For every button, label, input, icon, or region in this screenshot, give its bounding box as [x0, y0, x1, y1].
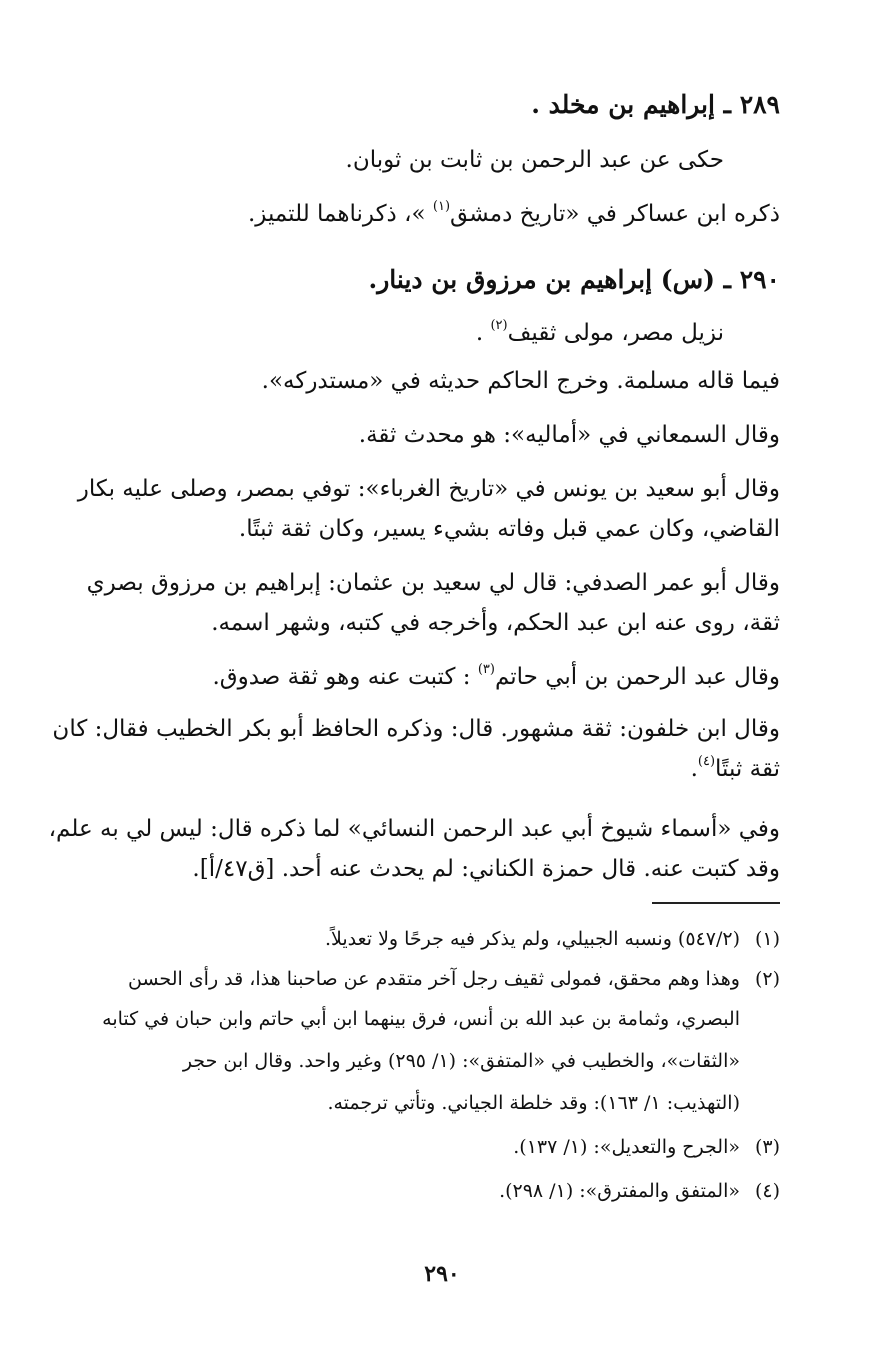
paragraph-ibn-khalfun-line-2	[100, 752, 780, 786]
footnote-ref-2[interactable]: (٢)	[490, 318, 508, 333]
footnote-2-line-1	[100, 964, 780, 994]
paragraph-nasai-line-1: وفي «أسماء شيوخ أبي عبد الرحمن النسائي» لما ذكره قال: ليس لي به علم،	[48, 816, 780, 842]
entry-289-line-1: حكى عن عبد الرحمن بن ثابت بن ثوبان.	[345, 147, 724, 173]
footnote-number: (٣)	[754, 1136, 780, 1158]
footnote-ref-3[interactable]: (٣)	[477, 662, 495, 677]
footnote-1	[100, 924, 780, 954]
paragraph-ibn-yunus-line-1: وقال أبو سعيد بن يونس في «تاريخ الغرباء»: توفي بمصر، وصلى عليه بكار	[77, 476, 780, 502]
paragraph-ibn-yunus-line-2: القاضي، وكان عمي قبل وفاته بشيء يسير، وكان ثقة ثبتًا.	[238, 516, 780, 542]
footnote-4	[100, 1176, 780, 1206]
text-segment: : كتبت عنه وهو ثقة صدوق.	[212, 664, 478, 690]
text-segment: نزيل مصر، مولى ثقيف	[507, 320, 724, 346]
entry-290-line-3: وقال السمعاني في «أماليه»: هو محدث ثقة.	[358, 422, 780, 448]
footnote-text: وهذا وهم محقق، فمولى ثقيف رجل آخر متقدم عن صاحبنا هذا، قد رأى الحسن	[128, 968, 740, 990]
footnote-text: «المتفق والمفترق»: (١/ ٢٩٨).	[499, 1180, 740, 1202]
footnote-ref-4[interactable]: (٤)	[697, 754, 716, 769]
entry-290-line-2: فيما قاله مسلمة. وخرج الحاكم حديثه في «مستدركه».	[261, 368, 780, 394]
footnote-text: «الجرح والتعديل»: (١/ ١٣٧).	[513, 1136, 740, 1158]
footnote-number: (٤)	[754, 1180, 780, 1202]
footnote-text: (٥٤٧/٢) ونسبه الجبيلي، ولم يذكر فيه جرحًا ولا تعديلاً.	[324, 928, 740, 950]
footnote-text: «الثقات»، والخطيب في «المتفق»: (١/ ٢٩٥) وغير واحد. وقال ابن حجر	[182, 1050, 740, 1072]
page-number: ٢٩٠	[424, 1261, 460, 1287]
footnote-ref-1[interactable]: (١)	[432, 199, 451, 214]
footnote-number: (٢)	[754, 968, 780, 990]
text-segment: ذكره ابن عساكر في «تاريخ دمشق	[450, 201, 780, 227]
text-segment: .	[690, 756, 698, 782]
paragraph-sadafi-line-1: وقال أبو عمر الصدفي: قال لي سعيد بن عثمان: إبراهيم بن مرزوق بصري	[86, 570, 780, 596]
text-segment: .	[475, 320, 491, 346]
entry-289-line-2	[100, 197, 780, 231]
paragraph-sadafi-line-2: ثقة، روى عنه ابن عبد الحكم، وأخرجه في كتبه، وشهر اسمه.	[211, 610, 780, 636]
footnote-2-line-3	[100, 1046, 780, 1076]
paragraph-nasai-line-2: وقد كتبت عنه. قال حمزة الكناني: لم يحدث عنه أحد. [ق٤٧/أ].	[192, 856, 780, 882]
footnote-number: (١)	[754, 928, 780, 950]
entry-289-heading: ٢٨٩ ـ إبراهيم بن مخلد .	[531, 90, 780, 119]
paragraph-ibn-abi-hatim	[100, 660, 780, 694]
footnote-3	[100, 1132, 780, 1162]
text-segment: ثقة ثبتًا	[715, 756, 780, 782]
paragraph-ibn-khalfun-line-1: وقال ابن خلفون: ثقة مشهور. قال: وذكره الحافظ أبو بكر الخطيب فقال: كان	[52, 716, 780, 742]
footnote-text: (التهذيب: ١/ ١٦٣): وقد خلطة الجياني. وتأتي ترجمته.	[327, 1092, 740, 1114]
entry-290-heading: ٢٩٠ ـ (س) إبراهيم بن مرزوق بن دينار.	[368, 265, 780, 294]
footnote-separator	[652, 902, 780, 904]
footnote-2-line-2	[100, 1004, 780, 1034]
footnote-text: البصري، وثمامة بن عبد الله بن أنس، فرق بينهما ابن أبي حاتم وابن حبان في كتابه	[102, 1008, 740, 1030]
footnote-2-line-4	[100, 1088, 780, 1118]
entry-290-line-1	[104, 316, 724, 350]
text-segment: »، ذكرناهما للتميز.	[247, 201, 433, 227]
text-segment: وقال عبد الرحمن بن أبي حاتم	[494, 664, 780, 690]
